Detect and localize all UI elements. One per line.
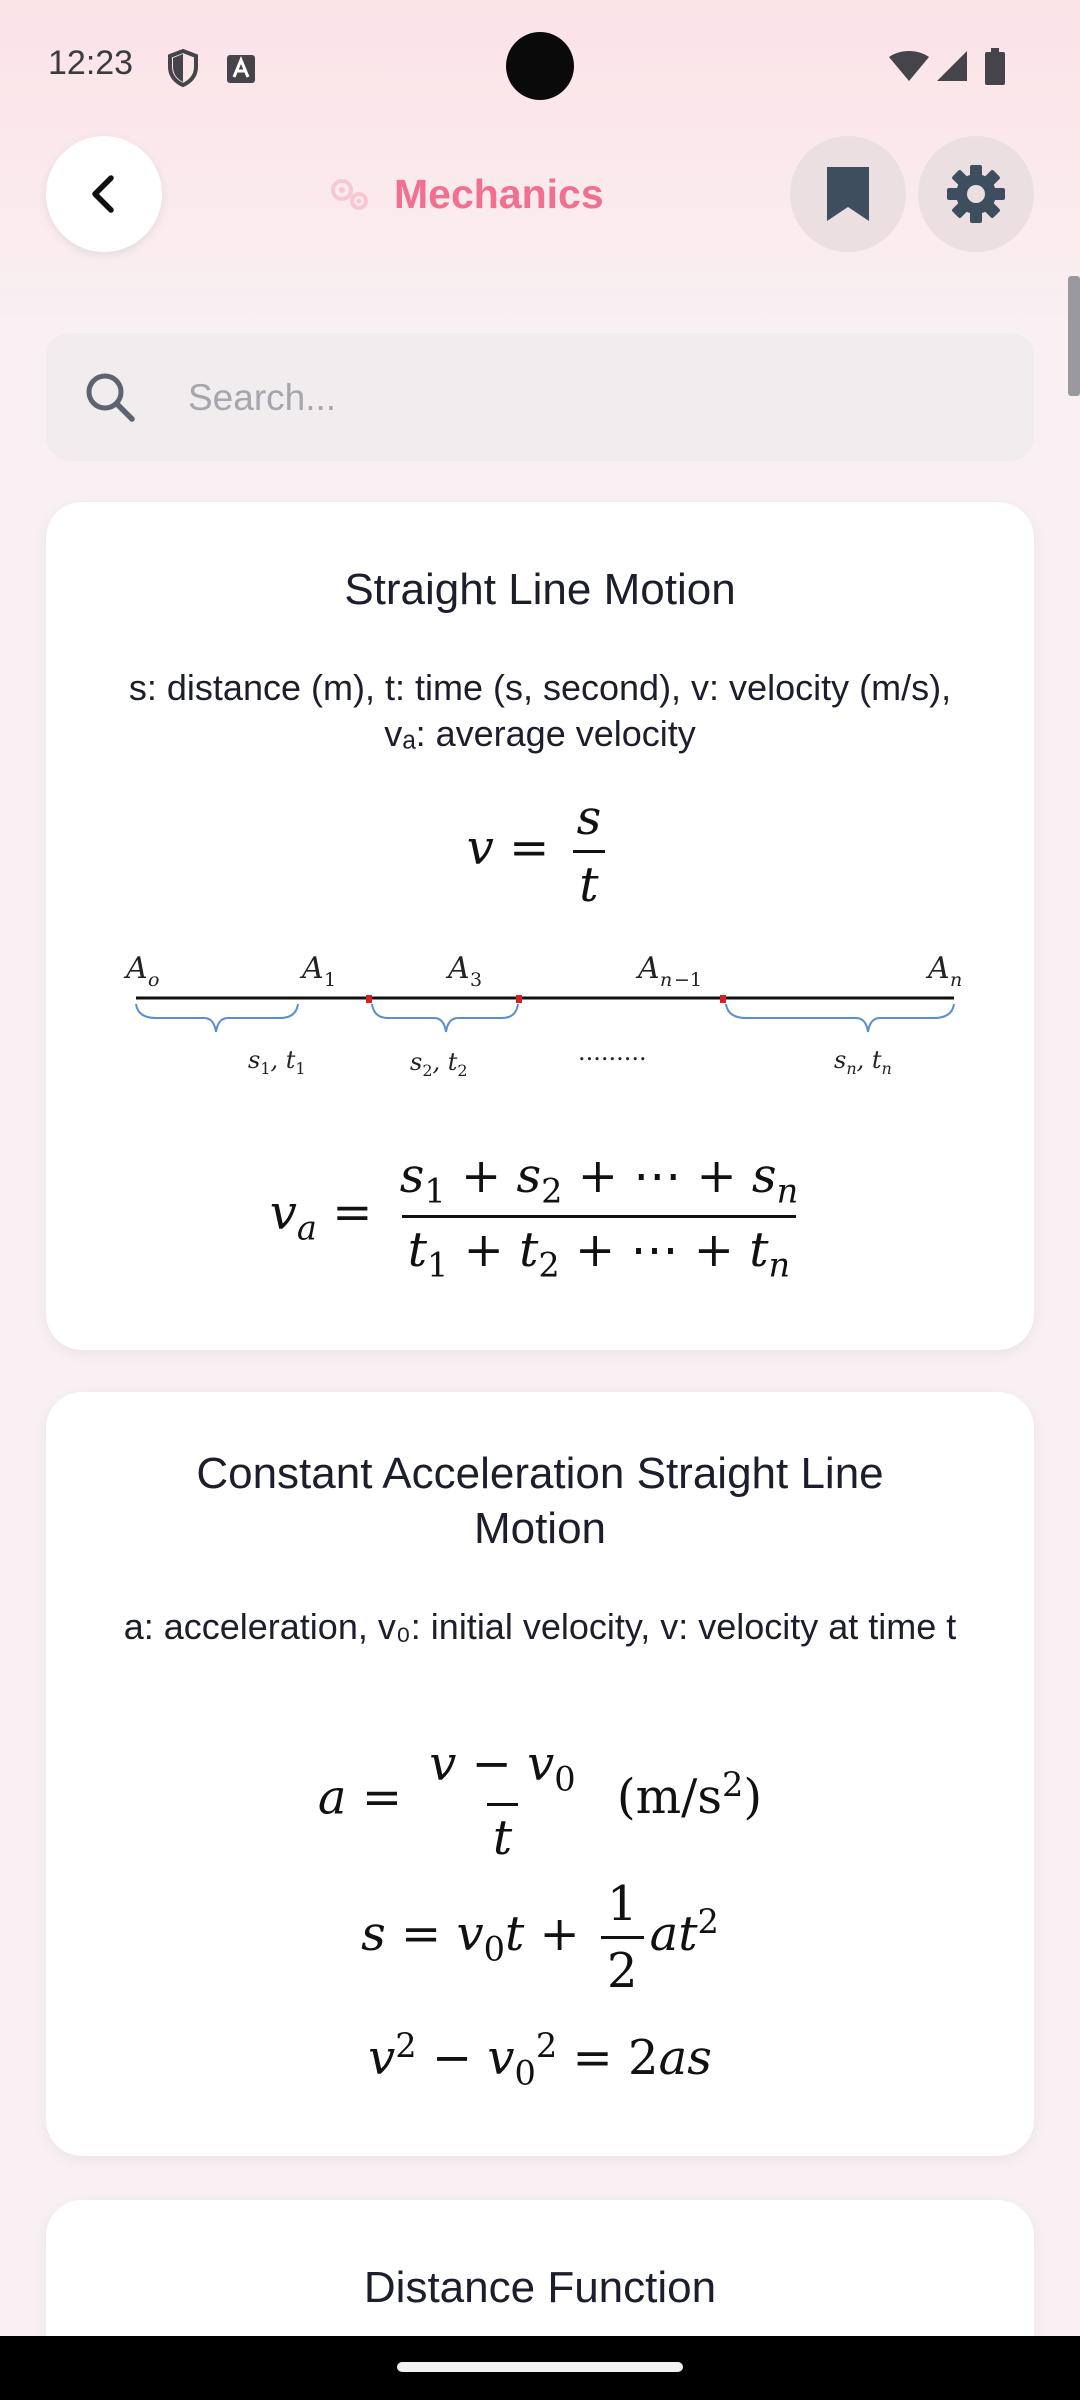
bookmark-icon <box>825 165 871 223</box>
signal-icon <box>936 50 968 82</box>
page-title: Mechanics <box>394 170 604 217</box>
card-description: a: acceleration, v₀: initial velocity, v: velocity at time t <box>123 1606 957 1647</box>
back-button[interactable] <box>46 136 162 252</box>
settings-button[interactable] <box>918 136 1034 252</box>
status-time: 12:23 <box>48 44 134 82</box>
segment-brace <box>372 1004 518 1032</box>
battery-icon <box>984 48 1006 86</box>
search-bar[interactable] <box>46 333 1034 461</box>
gear-icon <box>946 164 1006 224</box>
point-label: A <box>928 951 950 986</box>
svg-text:n: n <box>660 969 673 991</box>
card-description: s: distance (m), t: time (s, second), v: velocity (m/s), vₐ: average velocity <box>128 667 952 754</box>
formula-card-constant-acceleration[interactable] <box>46 1392 1034 2156</box>
page-title-group <box>328 166 604 222</box>
point-label: A <box>126 951 148 986</box>
acceleration-formula: a = $\frac{v - v_0}{t}$ $(m/s^2)$ <box>317 1736 763 1866</box>
point-label: A <box>638 951 660 986</box>
velocity-squared-formula: $v^2 - v_0^2 = 2as$ <box>368 2026 712 2093</box>
shield-icon <box>166 48 200 88</box>
average-velocity-formula: $v_a$ = $\frac{s_1 + s_2 + \cdots + s_n}{t_1 + t_2 + \cdots + t_n}$ <box>269 1148 799 1285</box>
velocity-formula: v = $\frac{s}{t}$ <box>46 790 1034 913</box>
segment-label: $s_n$, $t_n$ <box>834 1046 892 1078</box>
segment-label: $s_1$, $t_1$ <box>248 1046 306 1078</box>
wifi-icon <box>888 50 930 82</box>
card-title: Constant Acceleration Straight Line Motion <box>196 1449 884 1553</box>
formula-card-straight-line-motion[interactable] <box>46 502 1034 1350</box>
home-gesture-handle[interactable] <box>397 2362 683 2372</box>
status-bar <box>0 0 1080 136</box>
back-arrow-icon <box>84 172 124 216</box>
search-input[interactable] <box>186 363 1010 433</box>
point-marker <box>720 995 726 1003</box>
displacement-formula: $s = v_0t$ + $\frac{1}{2}$ $at^2$ <box>361 1876 719 1999</box>
svg-text:n: n <box>950 969 963 991</box>
bookmark-button[interactable] <box>790 136 906 252</box>
point-label: A <box>302 951 324 986</box>
svg-text:3: 3 <box>470 969 483 991</box>
svg-text:−1: −1 <box>674 969 703 991</box>
segment-brace <box>136 1004 298 1032</box>
search-icon <box>84 371 136 423</box>
scrollbar-thumb[interactable] <box>1068 276 1080 396</box>
diagram-ellipsis: ......... <box>578 1038 647 1066</box>
point-label: A <box>448 951 470 986</box>
point-marker <box>366 995 372 1003</box>
text-a-icon <box>226 54 256 84</box>
svg-text:1: 1 <box>324 969 337 991</box>
motion-diagram <box>116 942 976 1092</box>
svg-text:o: o <box>148 969 160 991</box>
segment-brace <box>726 1004 954 1032</box>
card-title: Distance Function <box>363 2263 717 2312</box>
segment-label: $s_2$, $t_2$ <box>410 1048 468 1080</box>
point-marker <box>516 995 522 1003</box>
gears-icon <box>328 174 372 214</box>
card-title: Straight Line Motion <box>344 565 736 614</box>
front-camera <box>506 32 574 100</box>
